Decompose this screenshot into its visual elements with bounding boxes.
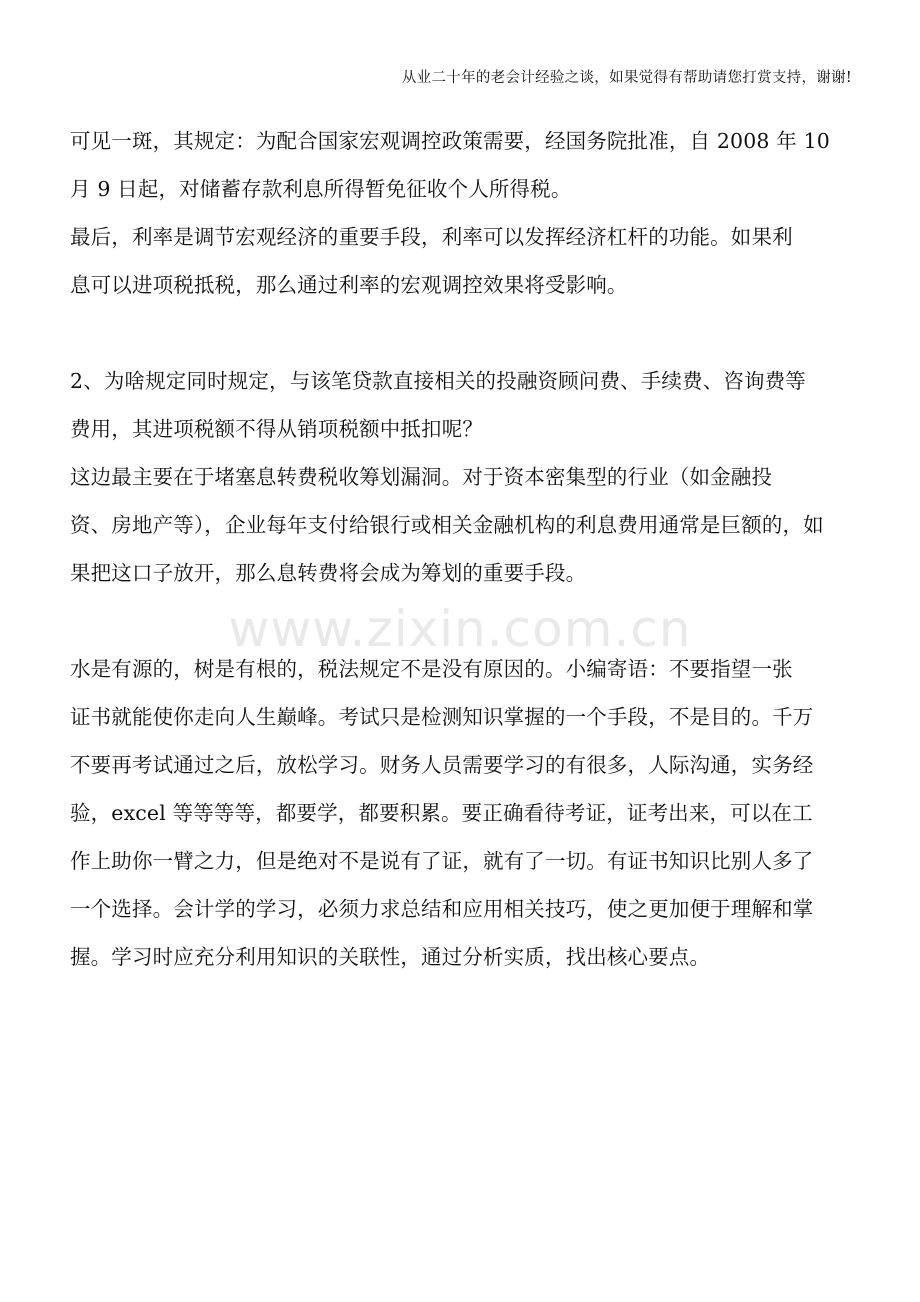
- page-header-note: 从业二十年的老会计经验之谈，如果觉得有帮助请您打赏支持，谢谢!: [401, 70, 852, 86]
- paragraph-start: 这边最主要在于堵塞息转费税收筹划漏洞。对于资本密集型的行业（如金融投: [70, 465, 773, 489]
- body-line: 息可以进项税抵税，那么通过利率的宏观调控效果将受影响。: [70, 273, 628, 297]
- paragraph-start: 最后，利率是调节宏观经济的重要手段，利率可以发挥经济杠杆的功能。如果利: [70, 225, 793, 249]
- body-line: 一个选择。会计学的学习，必须力求总结和应用相关技巧，使之更加便于理解和掌: [70, 897, 814, 921]
- body-line: 证书就能使你走向人生巅峰。考试只是检测知识掌握的一个手段，不是目的。千万: [70, 705, 814, 729]
- question-heading: 2、为啥规定同时规定，与该笔贷款直接相关的投融资顾问费、手续费、咨询费等: [70, 369, 806, 393]
- body-line: 费用，其进项税额不得从销项税额中抵扣呢？: [70, 417, 483, 441]
- watermark-text: www.zixin.com.cn: [228, 600, 692, 658]
- body-line: 作上助你一臂之力，但是绝对不是说有了证，就有了一切。有证书知识比别人多了: [70, 849, 814, 873]
- body-line: 果把这口子放开，那么息转费将会成为筹划的重要手段。: [70, 561, 587, 585]
- body-line: 验，excel 等等等等，都要学，都要积累。要正确看待考证，证考出来，可以在工: [70, 801, 813, 825]
- body-line: 月 9 日起，对储蓄存款利息所得暂免征收个人所得税。: [70, 177, 572, 201]
- paragraph-start: 水是有源的，树是有根的，税法规定不是没有原因的。小编寄语：不要指望一张: [70, 657, 793, 681]
- body-line: 不要再考试通过之后，放松学习。财务人员需要学习的有很多，人际沟通，实务经: [70, 753, 814, 777]
- body-line: 可见一斑，其规定：为配合国家宏观调控政策需要，经国务院批准，自 2008 年 10: [70, 129, 830, 153]
- body-line: 握。学习时应充分利用知识的关联性，通过分析实质，找出核心要点。: [70, 945, 711, 969]
- body-line: 资、房地产等），企业每年支付给银行或相关金融机构的利息费用通常是巨额的，如: [70, 513, 824, 537]
